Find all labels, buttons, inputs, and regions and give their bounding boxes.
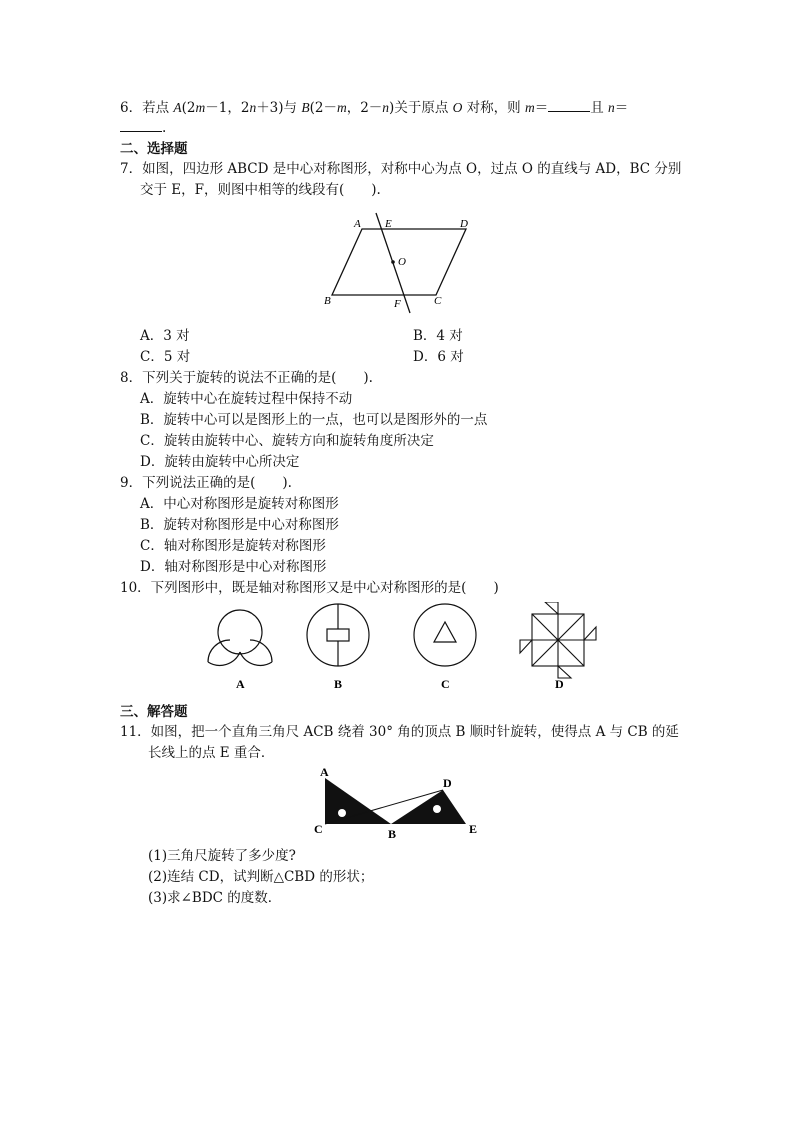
figure-label-b[interactable]: B <box>334 677 343 691</box>
figure-d-pinwheel <box>520 602 596 678</box>
q8-option-d[interactable]: D．旋转由旋转中心所决定 <box>140 454 300 470</box>
question-11-stem: 11．如图，把一个直角三角尺 ACB 绕着 30° 角的顶点 B 顺时针旋转，使得点 A 与 CB 的延 <box>120 724 679 740</box>
q7-option-c[interactable]: C．5 对 <box>140 349 191 365</box>
q9-option-a[interactable]: A．中心对称图形是旋转对称图形 <box>140 496 339 512</box>
q7-option-b[interactable]: B．4 对 <box>413 328 463 344</box>
label-a: A <box>320 765 329 779</box>
q9-option-d[interactable]: D．轴对称图形是中心对称图形 <box>140 559 327 575</box>
triangle-rotation-figure <box>312 765 484 843</box>
answer-blank-m[interactable] <box>548 98 590 112</box>
question-6: 6．若点 A(2m－1，2n＋3)与 B(2－m，2－n)关于原点 O 对称，则 m＝ 且 n＝ <box>120 100 629 116</box>
question-9-stem: 9．下列说法正确的是( ). <box>120 475 292 491</box>
q7-option-d[interactable]: D．6 对 <box>413 349 464 365</box>
figure-label-c[interactable]: C <box>441 677 450 691</box>
hole-left <box>338 809 346 817</box>
q11-subquestion-1: (1)三角尺旋转了多少度? <box>148 848 296 864</box>
parallelogram-figure <box>310 205 490 315</box>
q11-subquestion-2: (2)连结 CD，试判断△CBD 的形状； <box>148 869 374 885</box>
question-6-line2: . <box>120 118 166 137</box>
q7-option-a[interactable]: A．3 对 <box>140 328 190 344</box>
hole-right <box>433 805 441 813</box>
answer-blank-n[interactable] <box>120 118 162 132</box>
point-o <box>391 260 395 264</box>
triangle-acb <box>325 778 391 824</box>
section-3-heading: 三、解答题 <box>120 704 188 720</box>
q8-option-a[interactable]: A．旋转中心在旋转过程中保持不动 <box>140 391 353 407</box>
triangle-dbe <box>391 790 466 824</box>
label-o: O <box>398 256 406 268</box>
question-10-stem: 10．下列图形中，既是轴对称图形又是中心对称图形的是( ) <box>120 580 499 596</box>
q9-option-b[interactable]: B．旋转对称图形是中心对称图形 <box>140 517 339 533</box>
label-f: F <box>394 298 401 310</box>
q11-subquestion-3: (3)求∠BDC 的度数． <box>148 890 282 906</box>
label-d: D <box>460 218 468 230</box>
label-b: B <box>324 295 331 307</box>
question-11-stem-line2: 长线上的点 E 重合． <box>148 745 275 761</box>
label-e: E <box>385 218 392 230</box>
section-2-heading: 二、选择题 <box>120 141 188 157</box>
question-8-stem: 8．下列关于旋转的说法不正确的是( ). <box>120 370 373 386</box>
q10-figures <box>200 602 600 694</box>
q8-option-c[interactable]: C．旋转由旋转中心、旋转方向和旋转角度所决定 <box>140 433 434 449</box>
question-7-stem-line2: 交于 E，F，则图中相等的线段有( ). <box>140 182 381 198</box>
figure-a-trefoil <box>208 610 272 665</box>
question-7-stem: 7．如图，四边形 ABCD 是中心对称图形，对称中心为点 O，过点 O 的直线与 AD，BC 分别 <box>120 161 682 177</box>
label-b: B <box>388 827 397 841</box>
figure-b-circle-rect <box>307 604 369 666</box>
figure-label-a[interactable]: A <box>236 677 245 691</box>
q8-option-b[interactable]: B．旋转中心可以是图形上的一点，也可以是图形外的一点 <box>140 412 488 428</box>
label-e: E <box>469 822 478 836</box>
figure-c-circle-triangle <box>414 604 476 666</box>
label-c: C <box>434 295 442 307</box>
label-d: D <box>443 776 452 790</box>
label-a: A <box>354 218 361 230</box>
q9-option-c[interactable]: C．轴对称图形是旋转对称图形 <box>140 538 326 554</box>
figure-label-d[interactable]: D <box>555 677 564 691</box>
label-c: C <box>314 822 323 836</box>
